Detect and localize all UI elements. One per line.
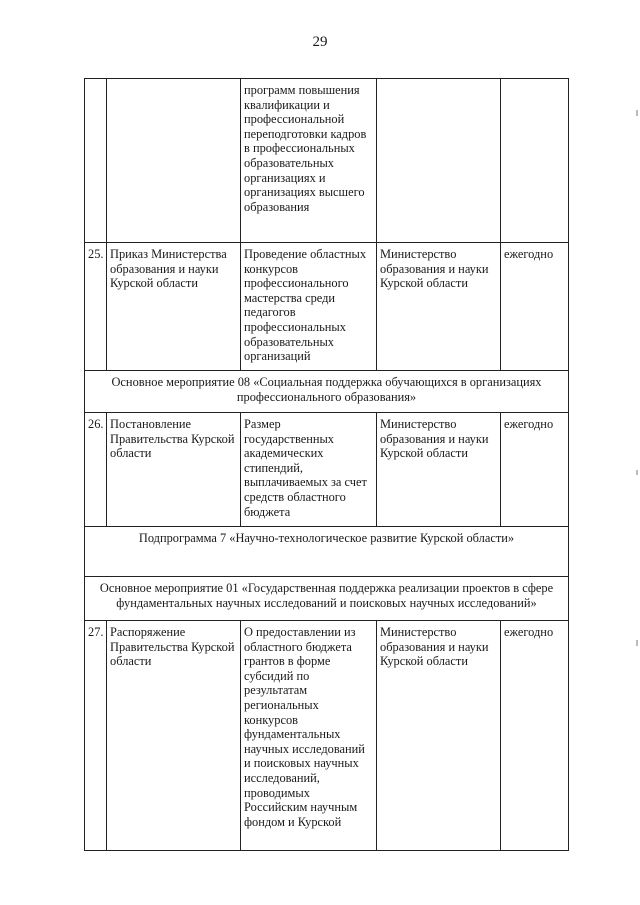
page-number: 29 (312, 34, 328, 50)
measures-table (84, 78, 569, 851)
section-row (85, 577, 569, 621)
period-cell (501, 79, 569, 243)
activity-cell: программ повышения квалификации и профессиональной переподготовки кадров в профессиональных образовательных организациях и организациях высшего образования (241, 79, 377, 243)
executor-cell: Министерство образования и науки Курской области (377, 413, 501, 527)
section-row (85, 371, 569, 413)
executor-cell: Министерство образования и науки Курской области (377, 243, 501, 371)
activity-cell: О предоставлении из областного бюджета грантов в форме субсидий по результатам региональных конкурсов фундаментальных научных исследований и поисковых научных исследований, проводимых Российским научным фондом и Курской (241, 621, 377, 851)
row-number-cell: 27. (85, 621, 107, 851)
row-number-cell (85, 79, 107, 243)
activity-cell: Проведение областных конкурсов профессионального мастерства среди педагогов профессиональных образовательных организаций (241, 243, 377, 371)
table-row (85, 413, 569, 527)
document-cell: Постановление Правительства Курской области (107, 413, 241, 527)
document-cell (107, 79, 241, 243)
subprogram-row (85, 527, 569, 577)
activity-cell: Размер государственных академических стипендий, выплачиваемых за счет средств областного бюджета (241, 413, 377, 527)
document-cell: Распоряжение Правительства Курской области (107, 621, 241, 851)
section-heading-08: Основное мероприятие 08 «Социальная поддержка обучающихся в организациях профессионального образования» (85, 371, 569, 413)
executor-cell (377, 79, 501, 243)
scan-edge-mark (636, 110, 638, 116)
table-row (85, 621, 569, 851)
row-number-cell: 26. (85, 413, 107, 527)
executor-cell: Министерство образования и науки Курской области (377, 621, 501, 851)
period-cell: ежегодно (501, 413, 569, 527)
scan-edge-mark (636, 470, 638, 475)
row-number-cell: 25. (85, 243, 107, 371)
document-cell: Приказ Министерства образования и науки Курской области (107, 243, 241, 371)
period-cell: ежегодно (501, 621, 569, 851)
table-row (85, 79, 569, 243)
section-heading-01: Основное мероприятие 01 «Государственная поддержка реализации проектов в сфере фундаментальных научных исследований и поисковых научных исследований» (85, 577, 569, 621)
subprogram-heading: Подпрограмма 7 «Научно-технологическое развитие Курской области» (85, 527, 569, 577)
scan-edge-mark (636, 640, 638, 646)
table-row (85, 243, 569, 371)
period-cell: ежегодно (501, 243, 569, 371)
